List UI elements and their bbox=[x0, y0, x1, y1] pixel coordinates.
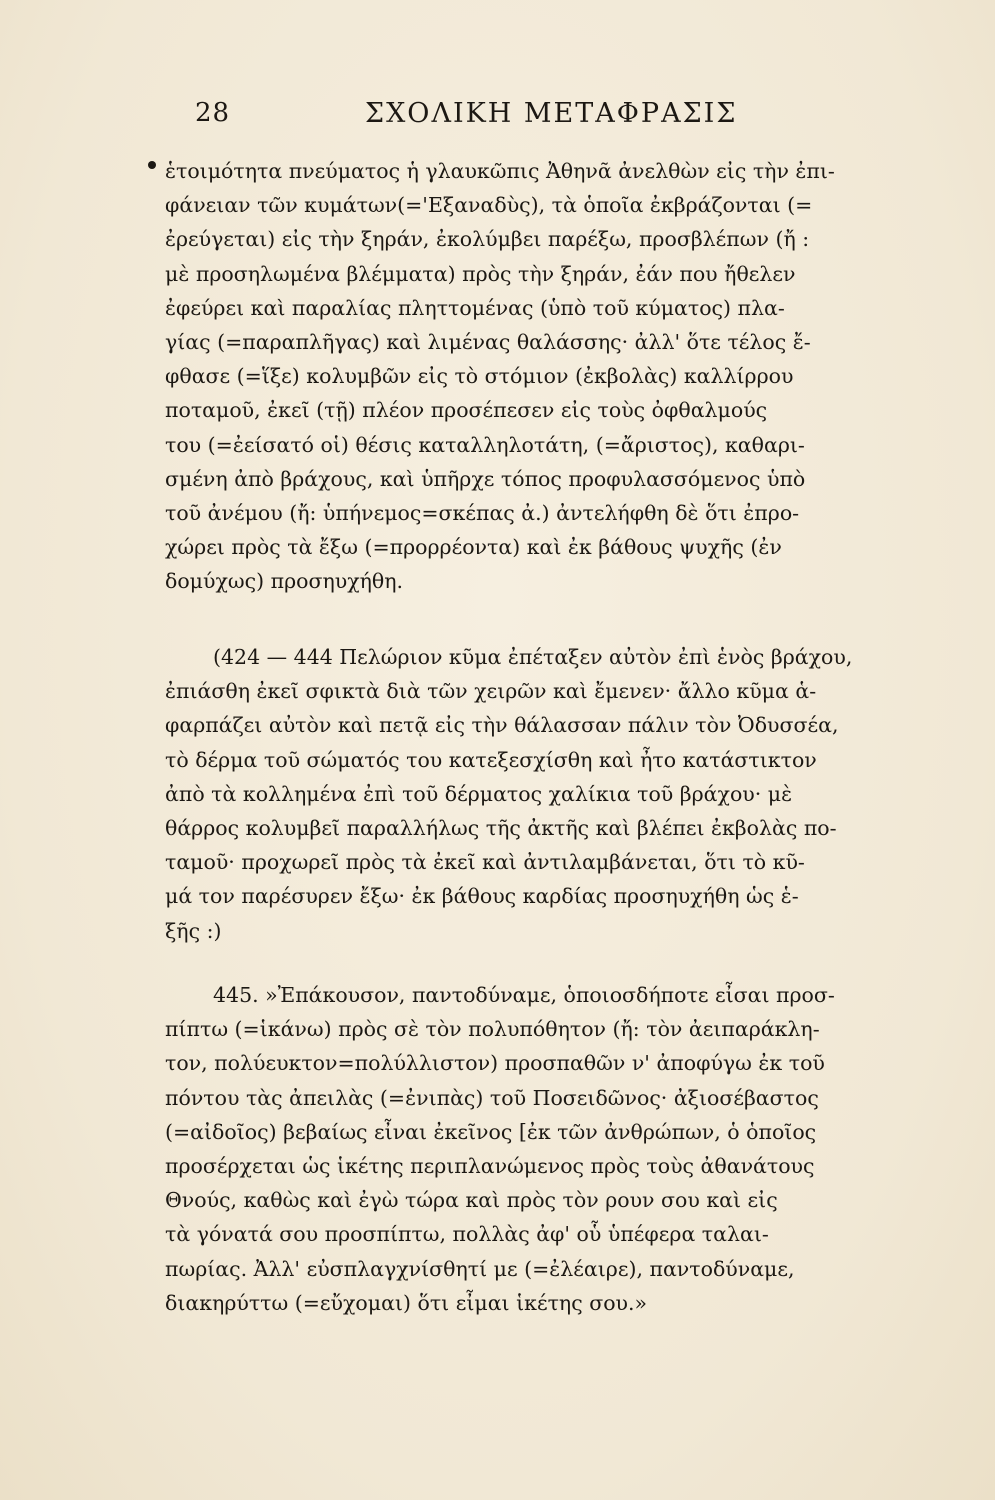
text-line: φάνειαν τῶν κυμάτων(='Εξαναδὺς), τὰ ὁποῖα ἐκβράζονται (= bbox=[165, 193, 813, 218]
text-line: (=αἰδοῖος) βεβαίως εἶναι ἐκεῖνος [ἐκ τῶν ἀνθρώπων, ὁ ὁποῖος bbox=[165, 1119, 817, 1144]
paragraph-verse-445 bbox=[165, 978, 925, 1320]
page-header bbox=[195, 98, 755, 142]
text-line: ἐπιάσθη ἐκεῖ σφικτὰ διὰ τῶν χειρῶν καὶ ἔμενεν· ἄλλο κῦμα ἁ- bbox=[165, 679, 817, 704]
text-line: φαρπάζει αὐτὸν καὶ πετᾷ εἰς τὴν θάλασσαν πάλιν τὸν Ὀδυσσέα, bbox=[165, 713, 839, 738]
text-line: σμένη ἀπὸ βράχους, καὶ ὑπῆρχε τόπος προφυλασσόμενος ὑπὸ bbox=[165, 466, 806, 491]
bullet-mark bbox=[148, 161, 156, 169]
text-line: τον, πολύευκτον=πολύλλιστον) προσπαθῶν ν' ἀποφύγω ἐκ τοῦ bbox=[165, 1051, 825, 1076]
text-line: πόντου τὰς ἀπειλὰς (=ἐνιπὰς) τοῦ Ποσειδῶνος· ἀξιοσέβαστος bbox=[165, 1085, 819, 1110]
paragraph-continuation bbox=[165, 154, 925, 598]
text-line: (424 — 444 Πελώριον κῦμα ἐπέταξεν αὐτὸν ἐπὶ ἑνὸς βράχου, bbox=[213, 645, 853, 669]
text-line: γίας (=παραπλῆγας) καὶ λιμένας θαλάσσης· ἀλλ' ὅτε τέλος ἔ- bbox=[165, 329, 811, 354]
text-line: τοῦ ἀνέμου (ἤ: ὑπήνεμος=σκέπας ἀ.) ἀντελήφθη δὲ ὅτι ἐπρο- bbox=[165, 500, 800, 525]
running-title: ΣΧΟΛΙΚΗ ΜΕΤΑΦΡΑΣΙΣ bbox=[365, 98, 738, 129]
text-line: τὰ γόνατά σου προσπίπτω, πολλὰς ἀφ' οὗ ὑπέφερα ταλαι- bbox=[165, 1222, 769, 1247]
text-line: ξῆς :) bbox=[165, 918, 222, 943]
text-line: ἑτοιμότητα πνεύματος ἡ γλαυκῶπις Ἀθηνᾶ ἀνελθὼν εἰς τὴν ἐπι- bbox=[165, 159, 835, 183]
text-line: τὸ δέρμα τοῦ σώματός του κατεξεσχίσθη καὶ ἦτο κατάστικτον bbox=[165, 747, 817, 772]
text-line: Θνούς, καθὼς καὶ ἐγὼ τώρα καὶ πρὸς τὸν ρουν σου καὶ εἰς bbox=[165, 1188, 778, 1213]
text-line: χώρει πρὸς τὰ ἔξω (=προρρέοντα) καὶ ἐκ βάθους ψυχῆς (ἐν bbox=[165, 535, 782, 560]
text-line: πωρίας. Ἀλλ' εὐσπλαγχνίσθητί με (=ἐλέαιρε), παντοδύναμε, bbox=[165, 1256, 795, 1281]
text-line: μὲ προσηλωμένα βλέμματα) πρὸς τὴν ξηράν, ἐάν που ἤθελεν bbox=[165, 261, 796, 286]
text-line: ἀπὸ τὰ κολλημένα ἐπὶ τοῦ δέρματος χαλίκια τοῦ βράχου· μὲ bbox=[165, 781, 793, 806]
text-line: πίπτω (=ἱκάνω) πρὸς σὲ τὸν πολυπόθητον (ἤ: τὸν ἀειπαράκλη- bbox=[165, 1017, 820, 1042]
text-line: ταμοῦ· προχωρεῖ πρὸς τὰ ἐκεῖ καὶ ἀντιλαμβάνεται, ὅτι τὸ κῦ- bbox=[165, 850, 805, 875]
page-number: 28 bbox=[195, 98, 231, 128]
text-line: θάρρος κολυμβεῖ παραλλήλως τῆς ἀκτῆς καὶ βλέπει ἐκβολὰς πο- bbox=[165, 815, 837, 840]
text-line: φθασε (=ἵξε) κολυμβῶν εἰς τὸ στόμιον (ἐκβολὰς) καλλίρρου bbox=[165, 364, 794, 389]
text-line: του (=ἐείσατό οἱ) θέσις καταλληλοτάτη, (=ἄριστος), καθαρι- bbox=[165, 432, 805, 457]
text-line: ἐφεύρει καὶ παραλίας πληττομένας (ὑπὸ τοῦ κύματος) πλα- bbox=[165, 295, 785, 320]
text-line: διακηρύττω (=εὔχομαι) ὅτι εἶμαι ἱκέτης σου.» bbox=[165, 1290, 648, 1315]
paragraph-summary bbox=[165, 640, 925, 948]
text-line: ποταμοῦ, ἐκεῖ (τῇ) πλέον προσέπεσεν εἰς τοὺς ὀφθαλμούς bbox=[165, 398, 768, 423]
text-line: δομύχως) προσηυχήθη. bbox=[165, 569, 404, 594]
text-line: προσέρχεται ὡς ἱκέτης περιπλανώμενος πρὸς τοὺς ἀθανάτους bbox=[165, 1153, 815, 1178]
text-line: 445. »Ἐπάκουσον, παντοδύναμε, ὁποιοσδήποτε εἶσαι προσ- bbox=[213, 983, 835, 1007]
text-line: μά τον παρέσυρεν ἔξω· ἐκ βάθους καρδίας προσηυχήθη ὡς ἑ- bbox=[165, 884, 799, 909]
text-line: ἐρεύγεται) εἰς τὴν ξηράν, ἐκολύμβει παρέξω, προσβλέπων (ἤ : bbox=[165, 227, 810, 252]
